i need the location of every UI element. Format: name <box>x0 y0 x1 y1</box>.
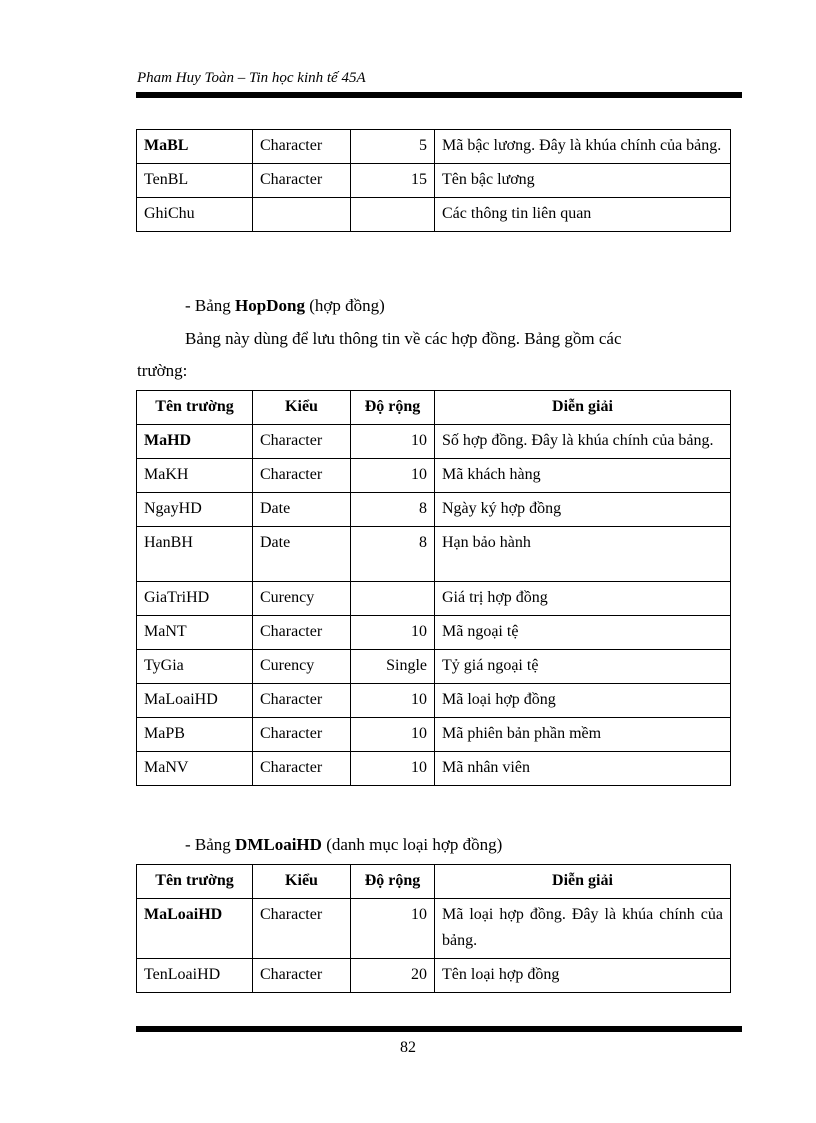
field-width: 20 <box>351 959 435 993</box>
field-desc: Hạn bảo hành <box>435 527 731 582</box>
field-type <box>253 198 351 232</box>
section-heading-hopdong: - Bảng HopDong (hợp đồng) <box>185 296 385 315</box>
field-name: GhiChu <box>137 198 253 232</box>
field-width: 5 <box>351 130 435 164</box>
field-width: Single <box>351 650 435 684</box>
column-header: Diễn giải <box>435 865 731 899</box>
table-bacluong <box>136 129 731 232</box>
section-heading-dmloaihd: - Bảng DMLoaiHD (danh mục loại hợp đồng) <box>185 835 503 854</box>
field-name: GiaTriHD <box>137 582 253 616</box>
field-desc: Mã loại hợp đồng. Đây là khúa chính của bảng. <box>435 899 731 959</box>
intro-paragraph-line2: trường: <box>137 361 188 380</box>
table-row <box>137 130 731 164</box>
column-header: Kiểu <box>253 391 351 425</box>
field-name: MaNT <box>137 616 253 650</box>
field-desc: Mã bậc lương. Đây là khúa chính của bảng. <box>435 130 731 164</box>
field-desc: Mã phiên bản phần mềm <box>435 718 731 752</box>
field-desc: Tỷ giá ngoại tệ <box>435 650 731 684</box>
table-row <box>137 616 731 650</box>
page-number: 82 <box>400 1039 416 1056</box>
field-name: MaPB <box>137 718 253 752</box>
table-row <box>137 198 731 232</box>
field-desc: Mã khách hàng <box>435 459 731 493</box>
field-type: Date <box>253 527 351 582</box>
field-width <box>351 582 435 616</box>
field-type: Curency <box>253 650 351 684</box>
field-type: Character <box>253 425 351 459</box>
field-width: 10 <box>351 899 435 959</box>
table-row <box>137 959 731 993</box>
field-type: Character <box>253 899 351 959</box>
field-width: 8 <box>351 493 435 527</box>
field-desc: Mã nhân viên <box>435 752 731 786</box>
footer-rule <box>136 1026 742 1032</box>
field-name: TyGia <box>137 650 253 684</box>
field-type: Character <box>253 959 351 993</box>
field-width: 8 <box>351 527 435 582</box>
column-header: Diễn giải <box>435 391 731 425</box>
table-row <box>137 684 731 718</box>
table-header-row <box>137 391 731 425</box>
table-row <box>137 650 731 684</box>
column-header: Độ rộng <box>351 865 435 899</box>
field-width: 10 <box>351 616 435 650</box>
field-name: TenLoaiHD <box>137 959 253 993</box>
field-type: Character <box>253 752 351 786</box>
field-width: 10 <box>351 718 435 752</box>
table-row <box>137 718 731 752</box>
field-name: HanBH <box>137 527 253 582</box>
field-width: 10 <box>351 425 435 459</box>
table-row <box>137 493 731 527</box>
field-desc: Mã ngoại tệ <box>435 616 731 650</box>
table-row <box>137 752 731 786</box>
field-desc: Mã loại hợp đồng <box>435 684 731 718</box>
field-width: 15 <box>351 164 435 198</box>
field-type: Date <box>253 493 351 527</box>
field-name: MaLoaiHD <box>137 899 253 959</box>
field-desc: Ngày ký hợp đồng <box>435 493 731 527</box>
table-header-row <box>137 865 731 899</box>
field-width <box>351 198 435 232</box>
table-row <box>137 899 731 959</box>
field-name: MaLoaiHD <box>137 684 253 718</box>
field-type: Curency <box>253 582 351 616</box>
table-row <box>137 459 731 493</box>
field-type: Character <box>253 718 351 752</box>
field-desc: Các thông tin liên quan <box>435 198 731 232</box>
table-row <box>137 425 731 459</box>
field-name: TenBL <box>137 164 253 198</box>
table-row <box>137 582 731 616</box>
field-width: 10 <box>351 459 435 493</box>
field-name: NgayHD <box>137 493 253 527</box>
column-header: Độ rộng <box>351 391 435 425</box>
column-header: Kiểu <box>253 865 351 899</box>
field-desc: Tên loại hợp đồng <box>435 959 731 993</box>
header-rule <box>136 92 742 98</box>
table-row <box>137 164 731 198</box>
field-width: 10 <box>351 752 435 786</box>
field-type: Character <box>253 684 351 718</box>
running-header: Pham Huy Toàn – Tin học kinh tế 45A <box>137 70 366 86</box>
field-type: Character <box>253 164 351 198</box>
field-width: 10 <box>351 684 435 718</box>
field-desc: Tên bậc lương <box>435 164 731 198</box>
field-desc: Số hợp đồng. Đây là khúa chính của bảng. <box>435 425 731 459</box>
field-type: Character <box>253 459 351 493</box>
intro-paragraph-line1: Bảng này dùng để lưu thông tin về các hợp đồng. Bảng gồm các <box>185 329 622 348</box>
table-dmloaihd <box>136 864 731 993</box>
field-desc: Giá trị hợp đồng <box>435 582 731 616</box>
field-name: MaBL <box>137 130 253 164</box>
column-header: Tên trường <box>137 865 253 899</box>
field-type: Character <box>253 130 351 164</box>
field-name: MaKH <box>137 459 253 493</box>
field-name: MaNV <box>137 752 253 786</box>
field-name: MaHD <box>137 425 253 459</box>
field-type: Character <box>253 616 351 650</box>
table-row <box>137 527 731 582</box>
column-header: Tên trường <box>137 391 253 425</box>
table-hopdong <box>136 390 731 786</box>
